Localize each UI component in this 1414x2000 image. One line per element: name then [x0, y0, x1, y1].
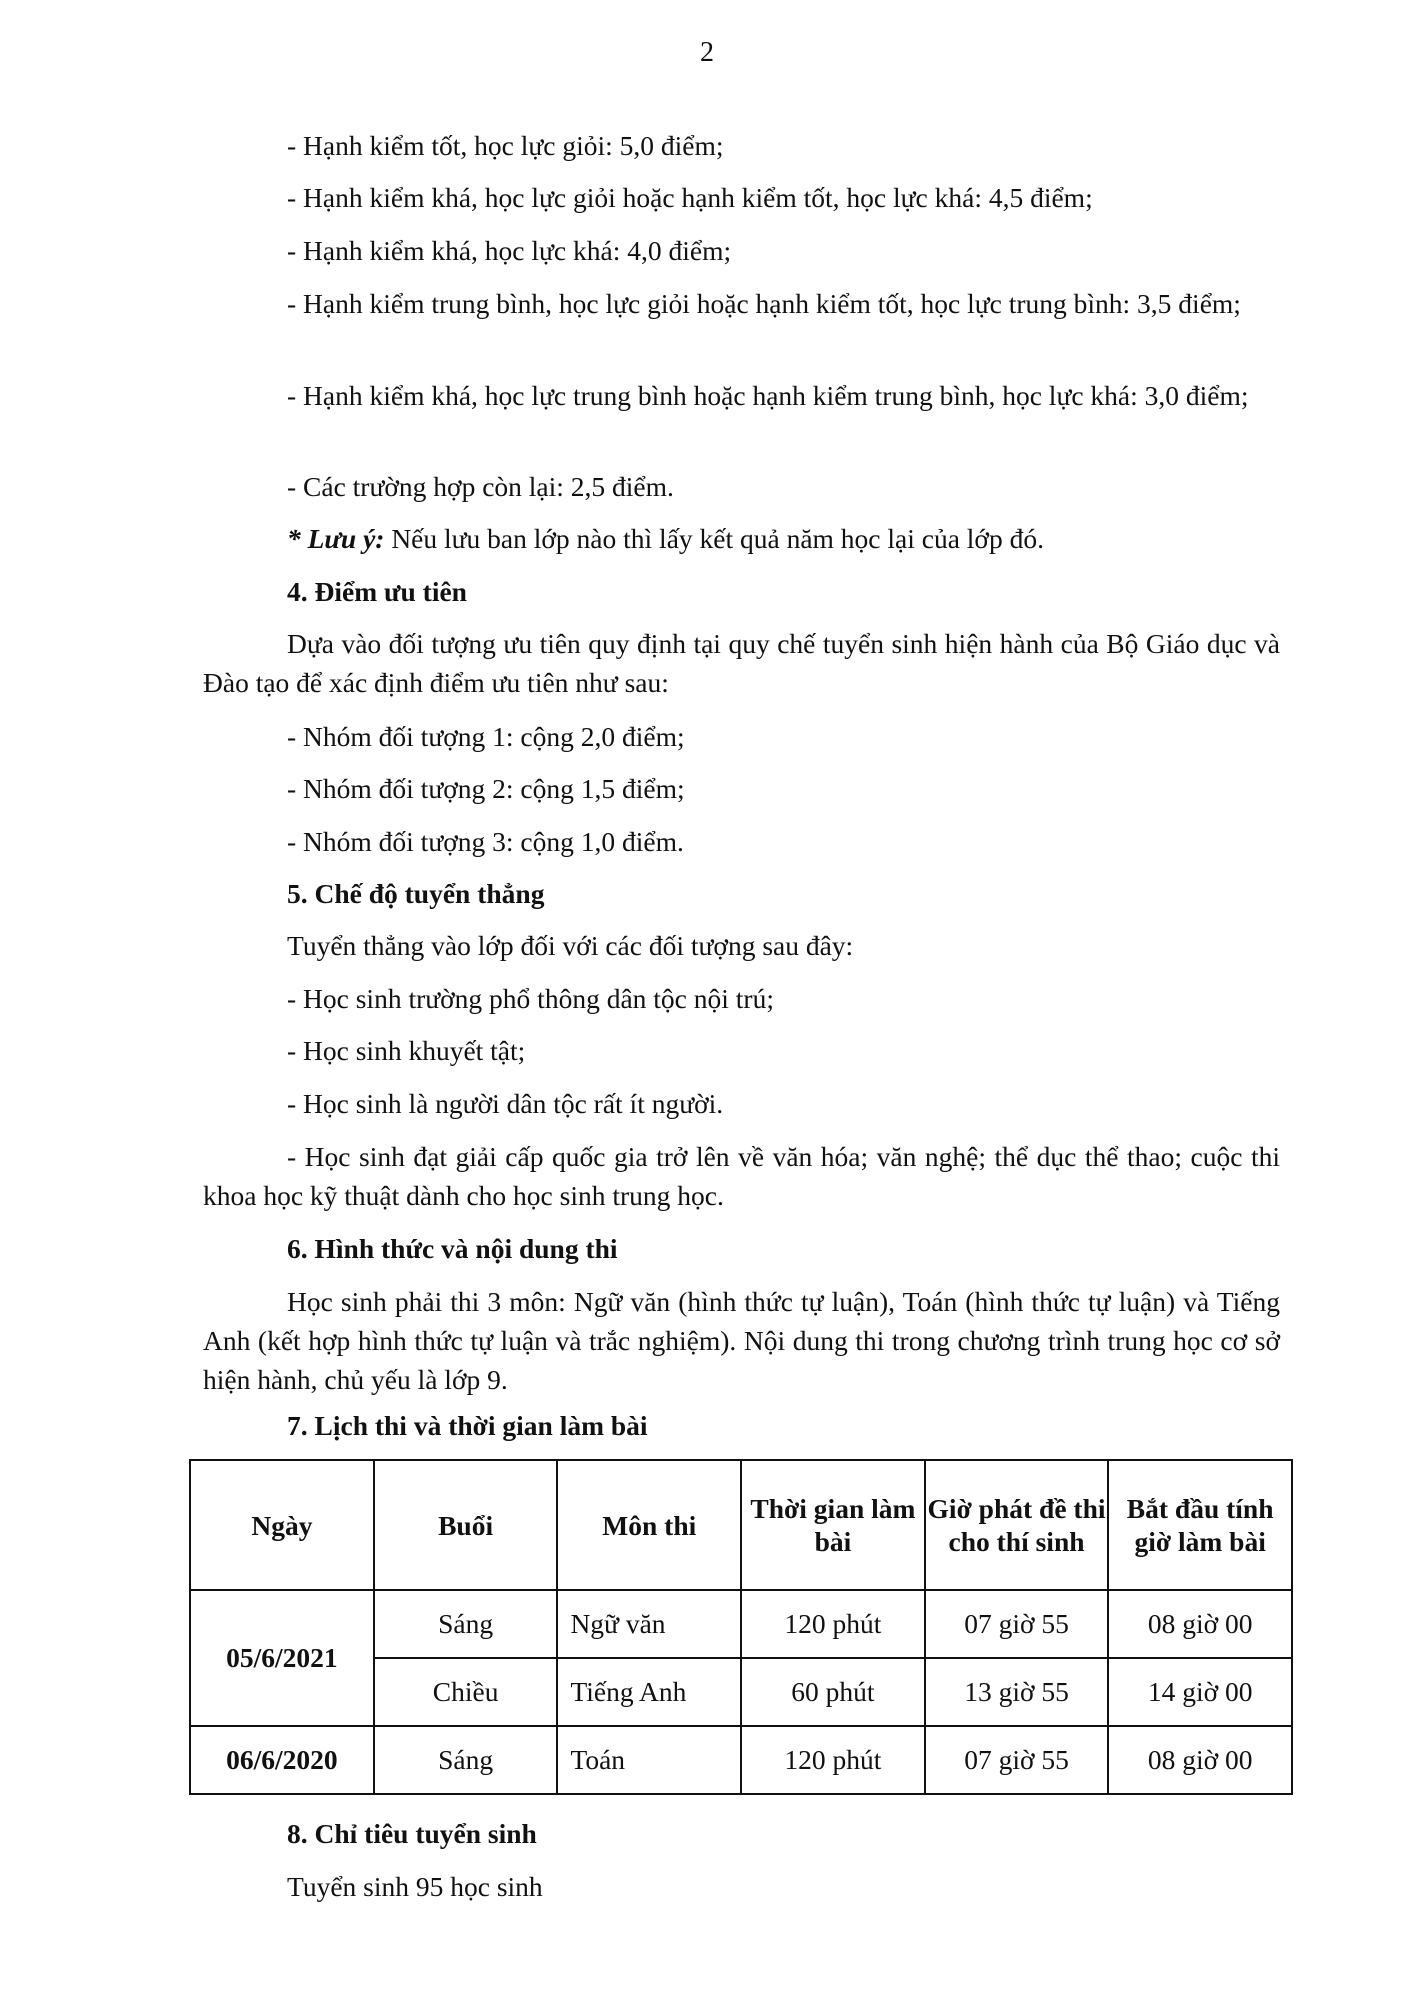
section-8-body: Tuyển sinh 95 học sinh: [287, 1871, 543, 1902]
header-date: Ngày: [190, 1460, 374, 1590]
section-4-item: - Nhóm đối tượng 3: cộng 1,0 điểm.: [287, 826, 684, 857]
duration-cell: 60 phút: [741, 1658, 925, 1726]
start-time-cell: 08 giờ 00: [1108, 1726, 1292, 1794]
duration-cell: 120 phút: [741, 1726, 925, 1794]
section-4-intro: Dựa vào đối tượng ưu tiên quy định tại quy chế tuyển sinh hiện hành của Bộ Giáo dục và Đào tạo để xác định điểm ưu tiên như sau:: [203, 628, 1280, 698]
header-duration: Thời gian làm bài: [741, 1460, 925, 1590]
handout-time-cell: 07 giờ 55: [925, 1726, 1109, 1794]
section-5-intro: Tuyển thẳng vào lớp đối với các đối tượng sau đây:: [287, 930, 854, 961]
section-5-item: - Học sinh là người dân tộc rất ít người.: [287, 1088, 724, 1119]
handout-time-cell: 07 giờ 55: [925, 1590, 1109, 1658]
criteria-line-2: - Hạnh kiểm khá, học lực giỏi hoặc hạnh kiểm tốt, học lực khá: 4,5 điểm;: [287, 182, 1093, 213]
exam-schedule-table: [189, 1459, 1293, 1795]
table-row: [190, 1590, 1292, 1658]
subject-cell: Ngữ văn: [557, 1590, 741, 1658]
section-4-item: - Nhóm đối tượng 2: cộng 1,5 điểm;: [287, 773, 685, 804]
start-time-cell: 14 giờ 00: [1108, 1658, 1292, 1726]
header-handout-time: Giờ phát đề thi cho thí sinh: [925, 1460, 1109, 1590]
criteria-line-3: - Hạnh kiểm khá, học lực khá: 4,0 điểm;: [287, 235, 732, 266]
subject-cell: Toán: [557, 1726, 741, 1794]
header-start-time: Bắt đầu tính giờ làm bài: [1108, 1460, 1292, 1590]
subject-cell: Tiếng Anh: [557, 1658, 741, 1726]
session-cell: Chiều: [374, 1658, 558, 1726]
section-5-heading: 5. Chế độ tuyển thẳng: [287, 878, 545, 909]
date-cell: 05/6/2021: [190, 1590, 374, 1726]
date-cell: 06/6/2020: [190, 1726, 374, 1794]
header-session: Buổi: [374, 1460, 558, 1590]
criteria-line-5: - Hạnh kiểm khá, học lực trung bình hoặc hạnh kiểm trung bình, học lực khá: 3,0 điểm;: [287, 380, 1249, 411]
duration-cell: 120 phút: [741, 1590, 925, 1658]
note-text: Nếu lưu ban lớp nào thì lấy kết quả năm học lại của lớp đó.: [384, 523, 1044, 554]
section-8-heading: 8. Chỉ tiêu tuyển sinh: [287, 1818, 537, 1849]
session-cell: Sáng: [374, 1726, 558, 1794]
criteria-line-6: - Các trường hợp còn lại: 2,5 điểm.: [287, 471, 674, 502]
handout-time-cell: 13 giờ 55: [925, 1658, 1109, 1726]
criteria-line-1: - Hạnh kiểm tốt, học lực giỏi: 5,0 điểm;: [287, 130, 724, 161]
page-number: 2: [700, 37, 714, 68]
session-cell: Sáng: [374, 1590, 558, 1658]
section-7-heading: 7. Lịch thi và thời gian làm bài: [287, 1410, 648, 1441]
table-row: [190, 1726, 1292, 1794]
criteria-line-4: - Hạnh kiểm trung bình, học lực giỏi hoặc hạnh kiểm tốt, học lực trung bình: 3,5 điểm;: [287, 288, 1241, 319]
section-5-item: - Học sinh trường phổ thông dân tộc nội trú;: [287, 983, 774, 1014]
section-6-heading: 6. Hình thức và nội dung thi: [287, 1233, 618, 1264]
section-6-body: Học sinh phải thi 3 môn: Ngữ văn (hình thức tự luận), Toán (hình thức tự luận) và Tiếng Anh (kết hợp hình thức tự luận và trắc nghiệm). Nội dung thi trong chương trình trung học cơ sở hiện hành, chủ yếu là lớp 9.: [203, 1286, 1280, 1395]
section-5-item: - Học sinh đạt giải cấp quốc gia trở lên về văn hóa; văn nghệ; thể dục thể thao; cuộc thi khoa học kỹ thuật dành cho học sinh trung học.: [203, 1141, 1280, 1211]
section-4-heading: 4. Điểm ưu tiên: [287, 576, 467, 607]
section-5-item: - Học sinh khuyết tật;: [287, 1035, 526, 1066]
start-time-cell: 08 giờ 00: [1108, 1590, 1292, 1658]
note-label: * Lưu ý:: [287, 523, 385, 554]
header-subject: Môn thi: [557, 1460, 741, 1590]
table-header-row: [190, 1460, 1292, 1590]
note-paragraph: [203, 519, 1280, 558]
section-4-item: - Nhóm đối tượng 1: cộng 2,0 điểm;: [287, 721, 685, 752]
